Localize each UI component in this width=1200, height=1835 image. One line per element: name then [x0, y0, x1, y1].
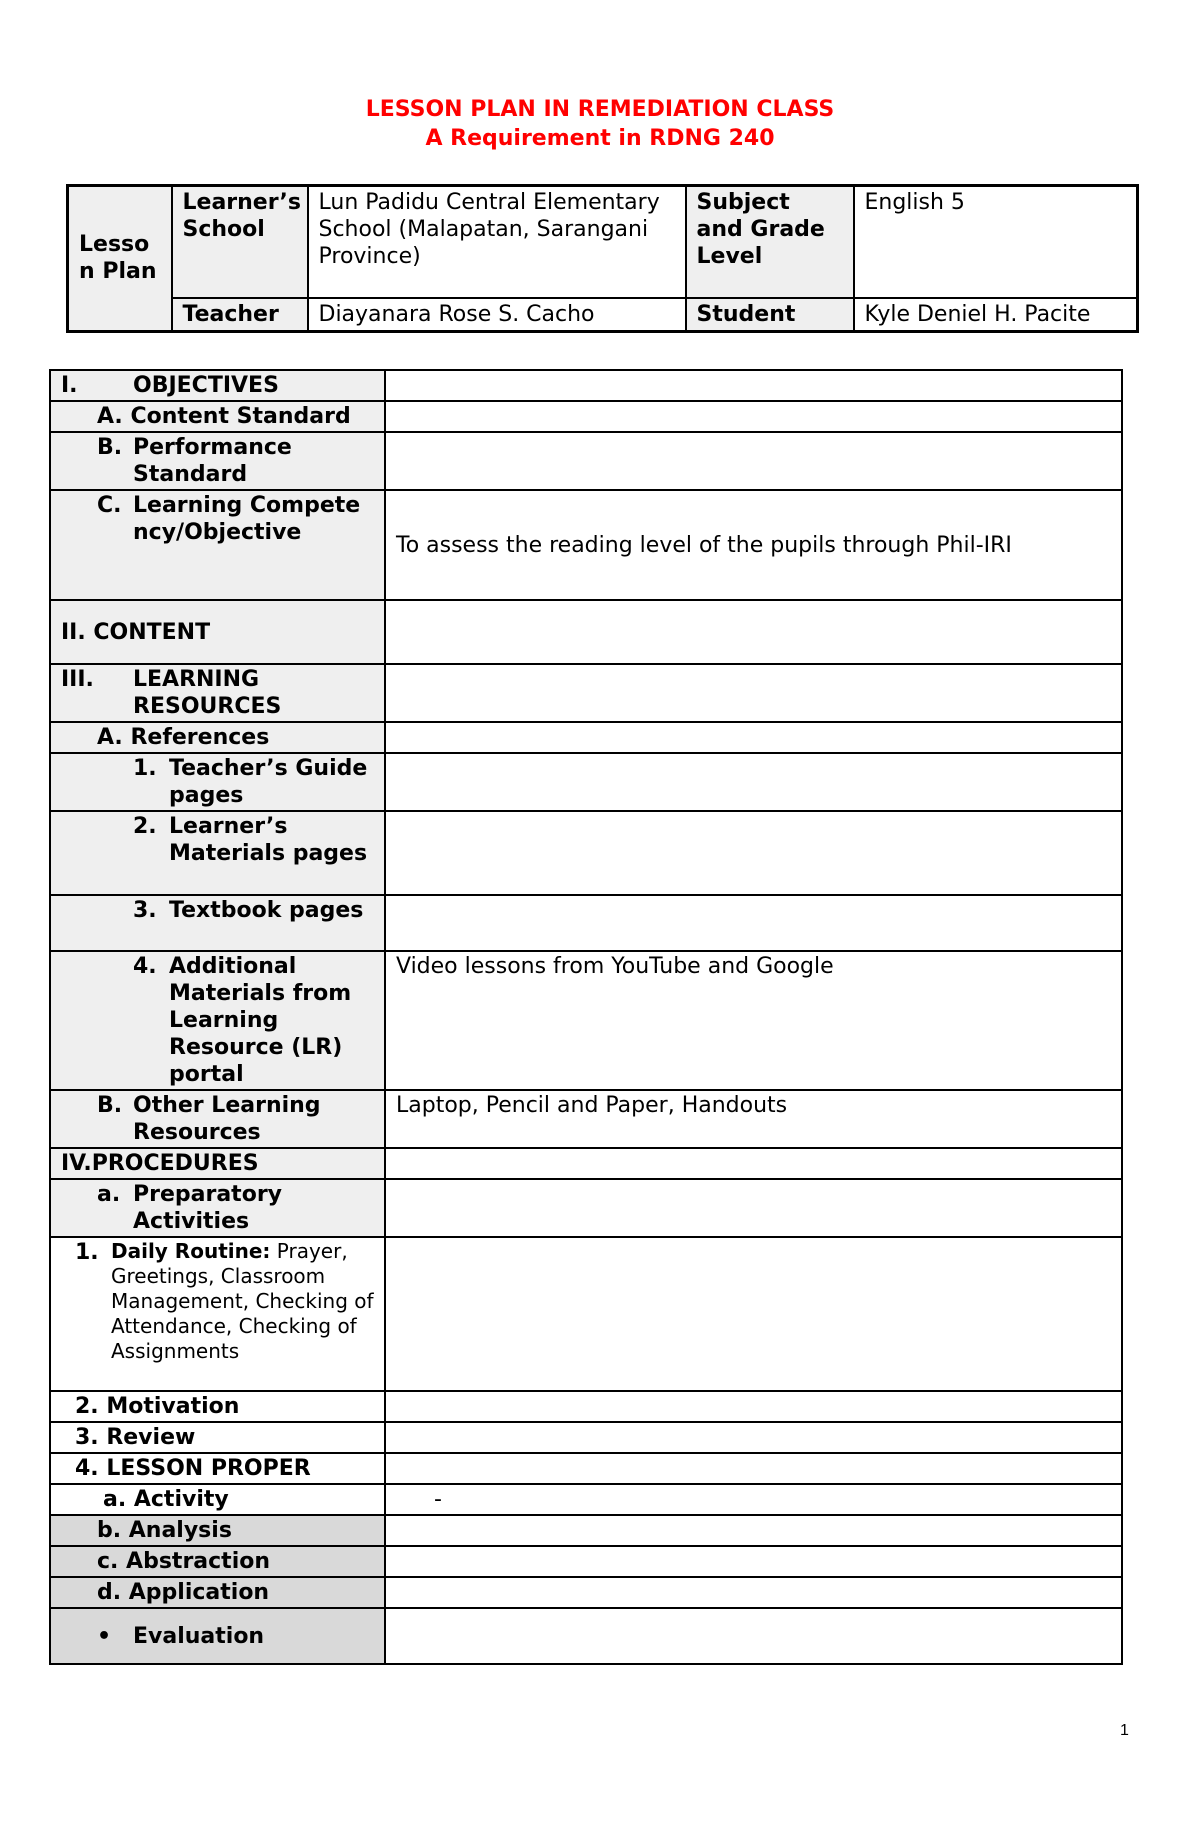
- table-row: [50, 1546, 1122, 1577]
- analysis-value: [385, 1515, 1122, 1546]
- bullet-icon: •: [97, 1623, 112, 1649]
- evaluation-label: • Evaluation: [50, 1608, 385, 1664]
- lesson-plan-label: Lesso n Plan: [68, 186, 172, 332]
- objectives-heading: I. OBJECTIVES: [50, 370, 385, 401]
- lesson-plan-table: [49, 369, 1123, 1665]
- abstraction-value: [385, 1546, 1122, 1577]
- content-value: [385, 600, 1122, 664]
- subject-label: Subject and Grade Level: [686, 186, 854, 298]
- content-standard-value: [385, 401, 1122, 432]
- table-row: [50, 811, 1122, 895]
- learning-resources-heading: III. LEARNING RESOURCES: [50, 664, 385, 722]
- other-resources-value: Laptop, Pencil and Paper, Handouts: [385, 1090, 1122, 1148]
- review-label: 3. Review: [50, 1422, 385, 1453]
- references-value: [385, 722, 1122, 753]
- application-value: [385, 1577, 1122, 1608]
- analysis-label: b. Analysis: [50, 1515, 385, 1546]
- table-row: [50, 895, 1122, 951]
- performance-standard-value: [385, 432, 1122, 490]
- table-row: [50, 1577, 1122, 1608]
- document-subtitle: A Requirement in RDNG 240: [425, 126, 775, 151]
- daily-routine-value: [385, 1237, 1122, 1391]
- performance-standard-label: B. Performance Standard: [50, 432, 385, 490]
- table-row: [50, 1608, 1122, 1664]
- evaluation-value: [385, 1608, 1122, 1664]
- table-row: [50, 1237, 1122, 1391]
- textbook-pages-value: [385, 895, 1122, 951]
- preparatory-activities-value: [385, 1179, 1122, 1237]
- teacher-label: Teacher: [172, 298, 308, 332]
- table-row: [50, 401, 1122, 432]
- learners-materials-label: 2. Learner’s Materials pages: [50, 811, 385, 895]
- learning-resources-value: [385, 664, 1122, 722]
- table-row: [50, 432, 1122, 490]
- lesson-proper-value: [385, 1453, 1122, 1484]
- table-row: [50, 664, 1122, 722]
- activity-value: -: [385, 1484, 1122, 1515]
- table-row: [50, 753, 1122, 811]
- preparatory-activities-label: a. Preparatory Activities: [50, 1179, 385, 1237]
- table-row: [50, 1422, 1122, 1453]
- abstraction-label: c. Abstraction: [50, 1546, 385, 1577]
- table-row: [50, 1515, 1122, 1546]
- content-heading: II. CONTENT: [50, 600, 385, 664]
- objectives-value: [385, 370, 1122, 401]
- additional-materials-label: 4. Additional Materials from Learning Resource (LR) portal: [50, 951, 385, 1090]
- textbook-pages-label: 3. Textbook pages: [50, 895, 385, 951]
- table-row: [50, 1179, 1122, 1237]
- table-row: [50, 1090, 1122, 1148]
- document-title: LESSON PLAN IN REMEDIATION CLASS: [365, 97, 835, 122]
- review-value: [385, 1422, 1122, 1453]
- competency-label: C. Learning Competency/Objective: [50, 490, 385, 600]
- table-row: [50, 490, 1122, 600]
- table-row: [50, 1453, 1122, 1484]
- content-standard-label: A. Content Standard: [50, 401, 385, 432]
- motivation-value: [385, 1391, 1122, 1422]
- school-label: Learner’s School: [172, 186, 308, 298]
- table-row: [50, 722, 1122, 753]
- school-value: Lun Padidu Central Elementary School (Malapatan, Sarangani Province): [308, 186, 686, 298]
- table-row: [50, 951, 1122, 1090]
- student-value: Kyle Deniel H. Pacite: [854, 298, 1138, 332]
- subject-value: English 5: [854, 186, 1138, 298]
- lesson-header-table: [66, 184, 1139, 333]
- activity-label: a. Activity: [50, 1484, 385, 1515]
- learners-materials-value: [385, 811, 1122, 895]
- daily-routine-label: 1. Daily Routine: Prayer, Greetings, Classroom Management, Checking of Attendance, Checking of Assignments: [50, 1237, 385, 1391]
- motivation-label: 2. Motivation: [50, 1391, 385, 1422]
- references-label: A. References: [50, 722, 385, 753]
- additional-materials-value: Video lessons from YouTube and Google: [385, 951, 1122, 1090]
- table-row: [50, 1484, 1122, 1515]
- application-label: d. Application: [50, 1577, 385, 1608]
- teacher-value: Diayanara Rose S. Cacho: [308, 298, 686, 332]
- procedures-heading: IV.PROCEDURES: [50, 1148, 385, 1179]
- table-row: [50, 370, 1122, 401]
- competency-value: To assess the reading level of the pupils through Phil-IRI: [385, 490, 1122, 600]
- lesson-proper-label: 4. LESSON PROPER: [50, 1453, 385, 1484]
- teachers-guide-label: 1. Teacher’s Guide pages: [50, 753, 385, 811]
- other-resources-label: B. Other Learning Resources: [50, 1090, 385, 1148]
- table-row: [50, 1391, 1122, 1422]
- procedures-value: [385, 1148, 1122, 1179]
- teachers-guide-value: [385, 753, 1122, 811]
- table-row: [50, 1148, 1122, 1179]
- table-row: [50, 600, 1122, 664]
- page-number: 1: [1120, 1722, 1129, 1739]
- student-label: Student: [686, 298, 854, 332]
